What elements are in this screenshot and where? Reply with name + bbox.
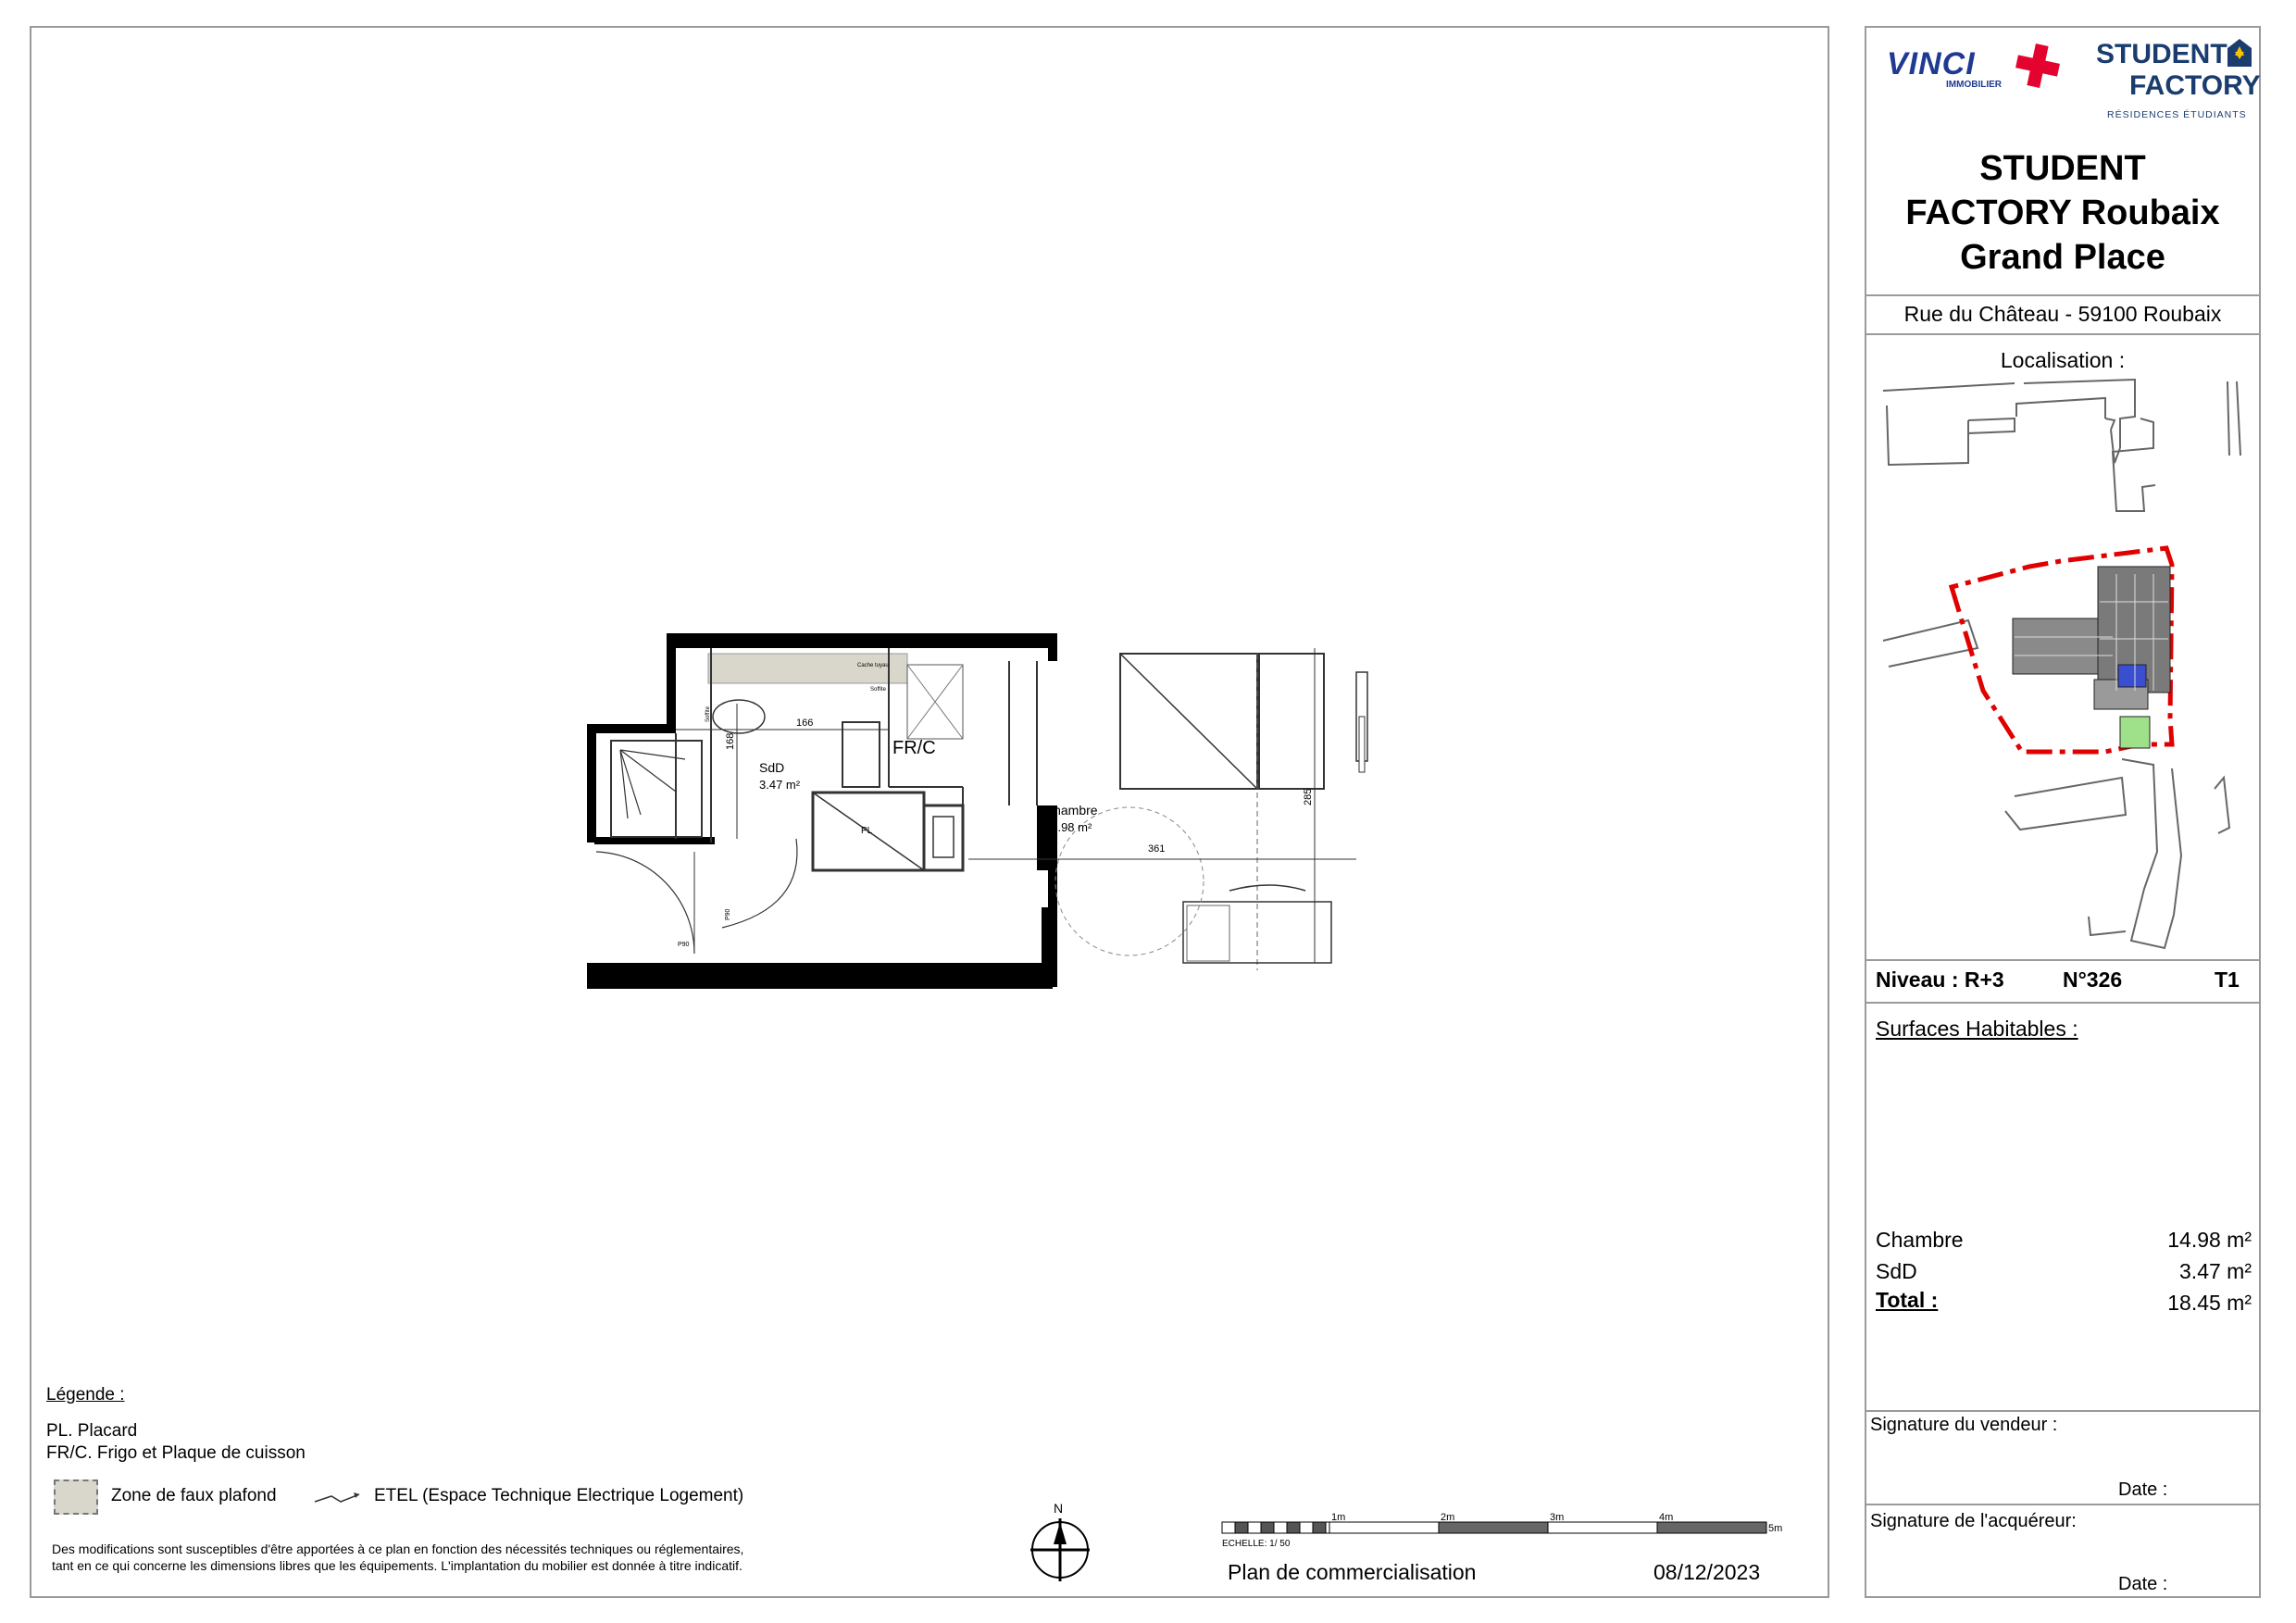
- cache-tuyau-label: Cache tuyau: [857, 663, 889, 668]
- house-icon: [2226, 37, 2253, 69]
- student-factory-line2: FACTORY: [2129, 70, 2261, 101]
- divider: [1865, 333, 2261, 335]
- door-label-2: P90: [725, 908, 731, 920]
- north-arrow-icon: [1026, 1498, 1094, 1587]
- scale-tick-3m: 3m: [1550, 1512, 1565, 1523]
- faux-plafond-zone: [708, 654, 907, 683]
- legend-etel: ETEL (Espace Technique Electrique Logement): [374, 1486, 744, 1505]
- divider: [1865, 1410, 2261, 1412]
- vinci-logo: [1887, 43, 2063, 98]
- soffite-label: Soffite: [870, 687, 886, 693]
- etel-arrow-icon: [313, 1489, 368, 1507]
- walls: [587, 633, 1057, 989]
- vinci-cross-icon: [2015, 43, 2061, 89]
- student-factory-line1: STUDENT: [2096, 39, 2227, 69]
- project-title: [1865, 146, 2261, 280]
- legend-heading: Légende :: [46, 1385, 125, 1405]
- fr-c-label: FR/C: [892, 738, 936, 758]
- date-vendeur: Date :: [2118, 1479, 2168, 1500]
- legend-item-placard: PL. Placard: [46, 1421, 138, 1441]
- localisation-label: Localisation :: [2000, 348, 2126, 372]
- disclaimer-line-2: tant en ce qui concerne les dimensions libres que les équipements. L'implantation du mobilier est donnée à titre indicatif.: [52, 1558, 742, 1573]
- legend-item-frigo: FR/C. Frigo et Plaque de cuisson: [46, 1443, 306, 1463]
- dim-285: 285: [1303, 788, 1314, 805]
- surfaces-heading: Surfaces Habitables :: [1876, 1017, 2078, 1041]
- apartment-type: T1: [2215, 968, 2240, 992]
- room-sdd-area: 3.47 m²: [759, 778, 801, 792]
- scale-tick-1m: 1m: [1331, 1512, 1346, 1523]
- scale-tick-5m: 5m: [1768, 1523, 1783, 1534]
- divider: [1865, 1504, 2261, 1505]
- door-label-1: P90: [678, 942, 690, 948]
- sink: [842, 722, 880, 787]
- surface-room-sdd: SdD: [1876, 1259, 1917, 1283]
- room-chambre-area: 14.98 m²: [1044, 820, 1092, 834]
- divider: [1865, 959, 2261, 961]
- surface-area-sdd: 3.47 m²: [2179, 1259, 2252, 1283]
- signature-acquereur: Signature de l'acquéreur:: [1870, 1511, 2077, 1531]
- title-line-2: FACTORY Roubaix: [1905, 194, 2220, 232]
- student-factory-sub: RÉSIDENCES ÉTUDIANTS: [2107, 109, 2247, 120]
- toilet: [713, 700, 765, 733]
- apartment-number: N°326: [2063, 968, 2123, 992]
- legend-faux-plafond: Zone de faux plafond: [111, 1486, 277, 1505]
- surface-room-chambre: Chambre: [1876, 1228, 1964, 1252]
- scale-bar: [1218, 1509, 1792, 1555]
- floor-plan: [574, 620, 1407, 1009]
- divider: [1865, 294, 2261, 296]
- scale-tick-2m: 2m: [1441, 1512, 1455, 1523]
- total-label: Total :: [1876, 1288, 1939, 1312]
- dim-168: 168: [725, 732, 736, 750]
- location-map: [1876, 370, 2255, 954]
- plan-type: Plan de commercialisation: [1228, 1560, 1477, 1584]
- soffite-label-2: Soffite: [705, 706, 711, 722]
- vinci-logo-text: VINCI: [1887, 46, 1976, 81]
- dim-361: 361: [1148, 843, 1166, 855]
- dim-166: 166: [796, 718, 814, 729]
- room-chambre-name: Chambre: [1044, 803, 1098, 818]
- signature-vendeur: Signature du vendeur :: [1870, 1415, 2058, 1435]
- plan-date: 08/12/2023: [1653, 1560, 1761, 1584]
- room-sdd-name: SdD: [759, 760, 785, 775]
- niveau-label: Niveau : R+3: [1876, 968, 2004, 992]
- surface-area-chambre: 14.98 m²: [2167, 1228, 2252, 1252]
- disclaimer-line-1: Des modifications sont susceptibles d'être apportées à ce plan en fonction des nécessités techniques ou réglementaires,: [52, 1542, 744, 1556]
- title-line-3: Grand Place: [1960, 238, 2165, 277]
- placard-label: PL: [861, 826, 873, 836]
- date-acquereur: Date :: [2118, 1574, 2168, 1594]
- faux-plafond-swatch: [54, 1479, 98, 1515]
- divider: [1865, 1002, 2261, 1004]
- scale-tick-4m: 4m: [1659, 1512, 1674, 1523]
- address: Rue du Château - 59100 Roubaix: [1903, 302, 2222, 326]
- total-area: 18.45 m²: [2167, 1291, 2252, 1315]
- vinci-logo-sub: IMMOBILIER: [1946, 80, 2002, 90]
- north-label: N: [1054, 1501, 1064, 1516]
- title-line-1: STUDENT: [1979, 149, 2146, 188]
- student-factory-logo: [2094, 37, 2261, 130]
- scale-echelle: ECHELLE: 1/ 50: [1222, 1539, 1291, 1549]
